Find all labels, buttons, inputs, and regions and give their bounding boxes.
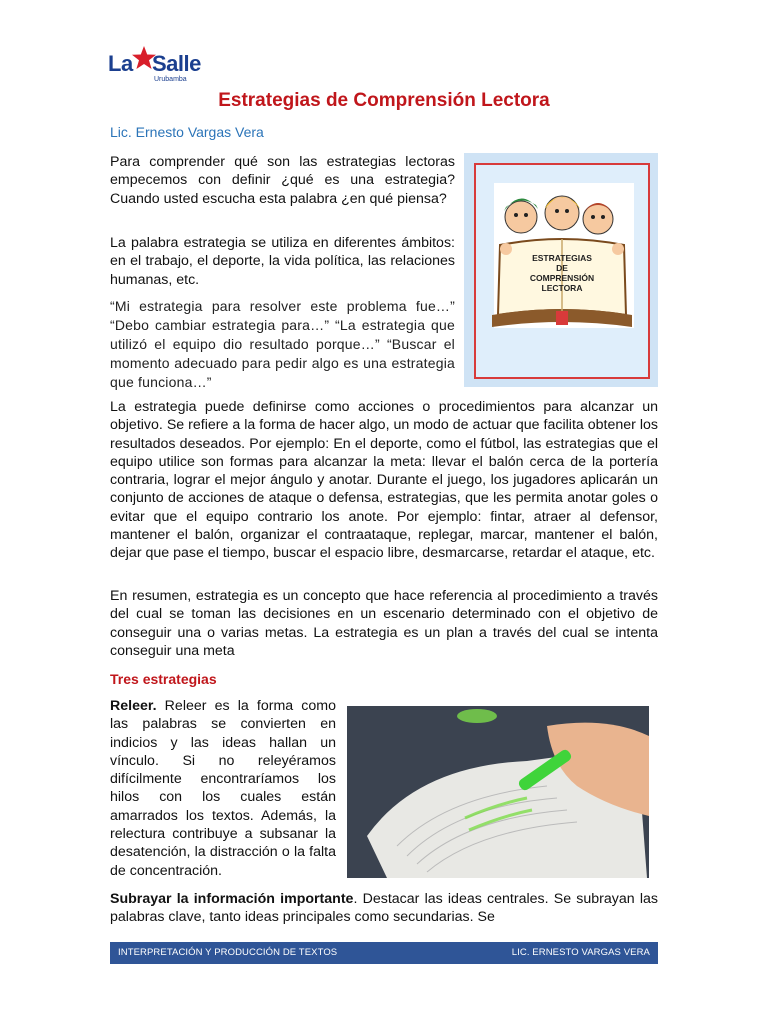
hand-highlighting-image bbox=[347, 706, 649, 878]
intro-paragraph: Para comprender qué son las estrategias lectoras empecemos con definir ¿qué es una estrategia? Cuando usted escucha esta palabra ¿en qué piensa? bbox=[110, 154, 455, 207]
definition-paragraph: La palabra estrategia se utiliza en diferentes ámbitos: en el trabajo, el deporte, la vida política, las relaciones humanas, etc. bbox=[110, 235, 455, 288]
la-salle-logo bbox=[108, 45, 204, 85]
section-heading: Tres estrategias bbox=[110, 671, 217, 687]
book-illustration bbox=[464, 153, 658, 387]
subrayar-text: . Destacar las ideas centrales. Se subrayan las palabras clave, tanto ideas principales como secundarias. Se bbox=[110, 891, 658, 926]
releer-label: Releer. bbox=[110, 698, 157, 714]
book-text-4: LECTORA bbox=[541, 283, 583, 293]
logo-text-la: La bbox=[108, 51, 133, 76]
highlighting-photo bbox=[347, 706, 649, 878]
illustration-frame bbox=[474, 163, 650, 379]
logo-subtitle: Urubamba bbox=[154, 76, 187, 83]
quotes-paragraph: “Mi estrategia para resolver este problema fue…” “Debo cambiar estrategia para…” “La estrategia que utilizó el equipo dio resultado porque…” “Buscar el momento adecuado para pedir algo es una estrategia que funciona…” bbox=[110, 298, 455, 390]
subrayar-label: Subrayar la información importante bbox=[110, 891, 354, 907]
page-title: Estrategias de Comprensión Lectora bbox=[218, 90, 550, 111]
children-book-image bbox=[476, 165, 648, 377]
strategy-definition-paragraph: La estrategia puede definirse como acciones o procedimientos para alcanzar un objetivo. Se refiere a la forma de hacer algo, un modo de actuar que facilita obtener los resultados deseados. Por ejemplo: En el deporte, como el fútbol, las estrategias que el equipo utilice son formas para alcanzar la meta: llevar el balón cerca de la portería contraria, lograr el mejor ángulo y anotar. Durante el juego, los jugadores aplicarán un conjunto de acciones de ataque o defensa, estrategias, que les permita anotar goles o evitar que el equipo contrario los anote. Por ejemplo: fintar, atraer al defensor, mantener el balón, organizar el contraataque, replegar, marcar, mantener el balón, dejar que pase el tiempo, buscar el espacio libre, desmarcarse, retardar el ataque, etc. bbox=[110, 399, 658, 562]
subrayar-paragraph bbox=[110, 890, 658, 927]
book-text-2: DE bbox=[556, 263, 568, 273]
page-footer bbox=[110, 942, 658, 964]
author-line: Lic. Ernesto Vargas Vera bbox=[110, 124, 264, 140]
footer-course: INTERPRETACIÓN Y PRODUCCIÓN DE TEXTOS bbox=[118, 947, 338, 958]
releer-paragraph bbox=[110, 697, 336, 880]
book-text-1: ESTRATEGIAS bbox=[532, 253, 592, 263]
footer-author: LIC. ERNESTO VARGAS VERA bbox=[511, 947, 650, 958]
book-text-3: COMPRENSIÓN bbox=[529, 273, 595, 283]
releer-text: Releer es la forma como las palabras se convierten en indicios y las ideas hallan un vínculo. Si no releyéramos difícilmente encontraríamos los hilos con los cuales están amarrados los textos. Además, la relectura contribuye a subsanar la desatención, la distracción o la falta de concentración. bbox=[110, 698, 336, 879]
summary-paragraph: En resumen, estrategia es un concepto que hace referencia al procedimiento a través del cual se toman las decisiones en un escenario determinado con el objetivo de conseguir una o varias metas. La estrategia es un plan a través del cual se intenta conseguir una meta bbox=[110, 588, 658, 659]
logo-text-salle: Salle bbox=[152, 51, 201, 76]
